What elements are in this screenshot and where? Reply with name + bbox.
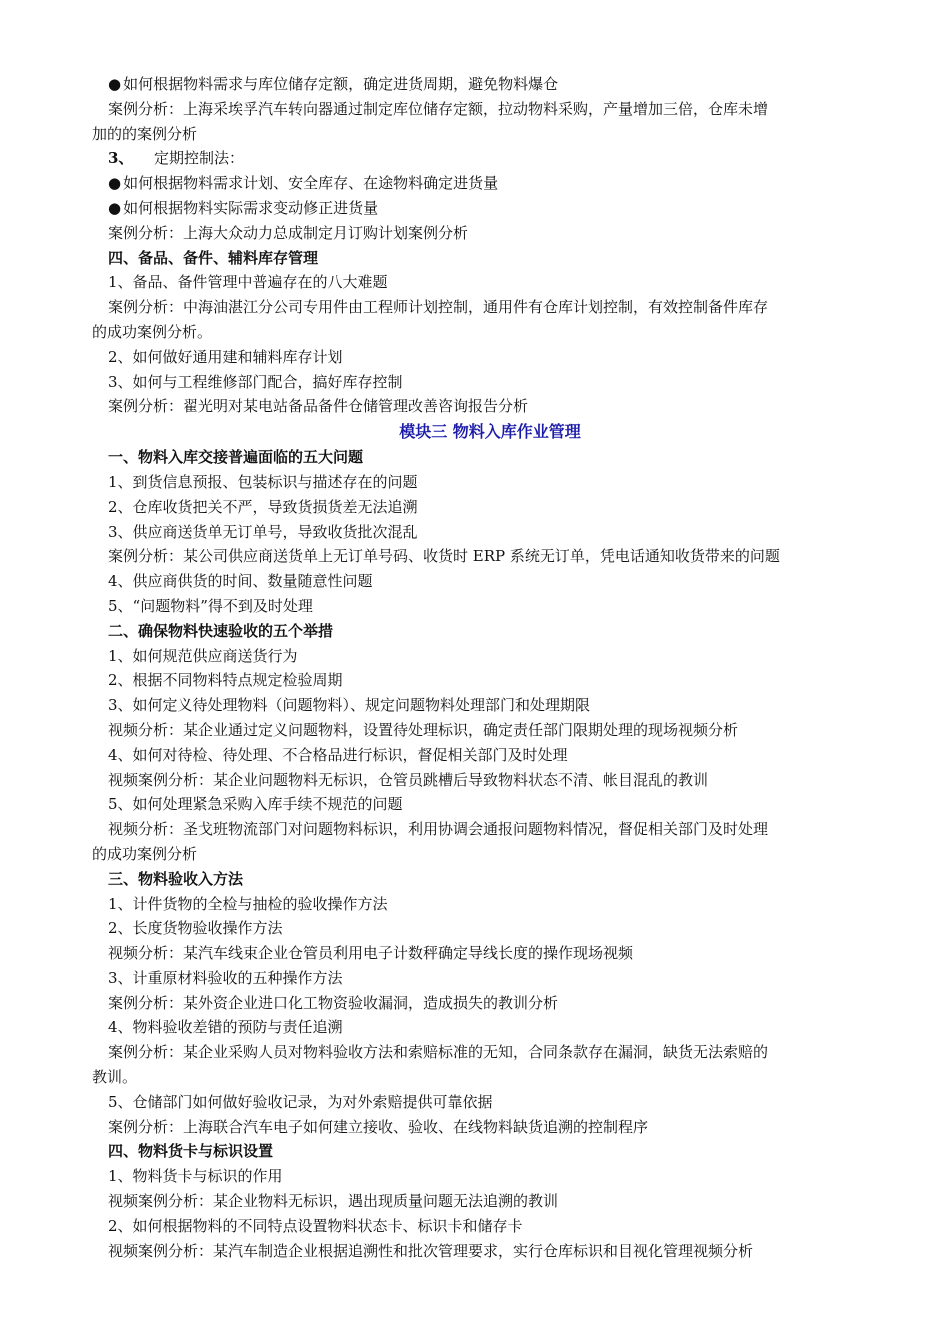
- list-item: 1、物料货卡与标识的作用: [108, 1167, 283, 1186]
- section-heading: 四、备品、备件、辅料库存管理: [108, 248, 319, 267]
- numbered-heading: [92, 146, 858, 171]
- video-analysis: 视频分析：某企业通过定义问题物料，设置待处理标识，确定责任部门限期处理的现场视频分析: [108, 720, 739, 739]
- list-item: 2、如何根据物料的不同特点设置物料状态卡、标识卡和储存卡: [108, 1216, 523, 1235]
- list-item: 5、“问题物料”得不到及时处理: [108, 596, 313, 615]
- list-item: 4、供应商供货的时间、数量随意性问题: [108, 572, 373, 591]
- case-analysis-continued: 教训。: [92, 1068, 138, 1087]
- video-analysis: 视频分析：某汽车线束企业仓管员利用电子计数秤确定导线长度的操作现场视频: [108, 944, 634, 963]
- section-heading: 一、物料入库交接普遍面临的五大问题: [108, 448, 364, 467]
- list-item: 1、计件货物的全检与抽检的验收操作方法: [108, 894, 388, 913]
- case-analysis: 案例分析：上海采埃孚汽车转向器通过制定库位储存定额，拉动物料采购，产量增加三倍，仓库未增: [108, 99, 769, 118]
- module-title: 模块三 物料入库作业管理: [399, 422, 581, 442]
- list-item: 1、到货信息预报、包装标识与描述存在的问题: [108, 472, 418, 491]
- case-analysis: 案例分析：翟光明对某电站备品备件仓储管理改善咨询报告分析: [108, 397, 529, 416]
- list-item: 1、备品、备件管理中普遍存在的八大难题: [108, 273, 388, 292]
- list-item: 4、如何对待检、待处理、不合格品进行标识，督促相关部门及时处理: [108, 745, 568, 764]
- bullet-icon: ●: [108, 198, 122, 217]
- bullet-icon: ●: [108, 174, 122, 193]
- item-number: 3、: [108, 149, 134, 168]
- video-case-analysis: 视频案例分析：某企业问题物料无标识，仓管员跳槽后导致物料状态不清、帐目混乱的教训: [108, 770, 709, 789]
- bullet-item: [92, 196, 858, 221]
- video-analysis-continued: 的成功案例分析: [92, 844, 198, 863]
- list-item: 2、如何做好通用建和辅料库存计划: [108, 347, 343, 366]
- case-analysis: 案例分析：上海联合汽车电子如何建立接收、验收、在线物料缺货追溯的控制程序: [108, 1117, 649, 1136]
- video-case-analysis: 视频案例分析：某汽车制造企业根据追溯性和批次管理要求，实行仓库标识和目视化管理视频分析: [108, 1241, 754, 1260]
- item-text: 定期控制法：: [154, 149, 245, 168]
- list-item: 2、长度货物验收操作方法: [108, 919, 283, 938]
- section-heading: 三、物料验收入方法: [108, 869, 244, 888]
- case-analysis: 案例分析：某企业采购人员对物料验收方法和索赔标准的无知，合同条款存在漏洞，缺货无法索赔的: [108, 1043, 769, 1062]
- list-item: 3、计重原材料验收的五种操作方法: [108, 968, 343, 987]
- case-analysis-continued: 的成功案例分析。: [92, 322, 213, 341]
- bullet-text: 如何根据物料需求与库位储存定额，确定进货周期，避免物料爆仓: [123, 75, 559, 93]
- video-analysis: 视频分析：圣戈班物流部门对问题物料标识，利用协调会通报问题物料情况，督促相关部门及时处理: [108, 820, 769, 839]
- section-heading: 二、确保物料快速验收的五个举措: [108, 621, 334, 640]
- list-item: 4、物料验收差错的预防与责任追溯: [108, 1018, 343, 1037]
- list-item: 5、仓储部门如何做好验收记录，为对外索赔提供可靠依据: [108, 1092, 493, 1111]
- list-item: 5、如何处理紧急采购入库手续不规范的问题: [108, 795, 403, 814]
- bullet-item: [92, 72, 858, 97]
- section-heading: 四、物料货卡与标识设置: [108, 1142, 274, 1161]
- bullet-icon: ●: [108, 75, 122, 93]
- video-case-analysis: 视频案例分析：某企业物料无标识，遇出现质量问题无法追溯的教训: [108, 1192, 559, 1211]
- case-analysis: 案例分析：某公司供应商送货单上无订单号码、收货时 ERP 系统无订单，凭电话通知收货带来的问题: [108, 547, 780, 566]
- list-item: 3、如何定义待处理物料（问题物料）、规定问题物料处理部门和处理期限: [108, 696, 591, 715]
- bullet-item: [92, 171, 858, 196]
- case-analysis: 案例分析：上海大众动力总成制定月订购计划案例分析: [108, 223, 469, 242]
- case-analysis-continued: 加的的案例分析: [92, 124, 198, 143]
- case-analysis: 案例分析：某外资企业进口化工物资验收漏洞，造成损失的教训分析: [108, 993, 559, 1012]
- list-item: 3、供应商送货单无订单号，导致收货批次混乱: [108, 522, 418, 541]
- list-item: 1、如何规范供应商送货行为: [108, 646, 298, 665]
- case-analysis: 案例分析：中海油湛江分公司专用件由工程师计划控制，通用件有仓库计划控制，有效控制备件库存: [108, 298, 769, 317]
- bullet-text: 如何根据物料需求计划、安全库存、在途物料确定进货量: [123, 174, 499, 193]
- list-item: 2、仓库收货把关不严，导致货损货差无法追溯: [108, 497, 418, 516]
- list-item: 2、根据不同物料特点规定检验周期: [108, 671, 343, 690]
- bullet-text: 如何根据物料实际需求变动修正进货量: [123, 198, 379, 217]
- list-item: 3、如何与工程维修部门配合，搞好库存控制: [108, 372, 403, 391]
